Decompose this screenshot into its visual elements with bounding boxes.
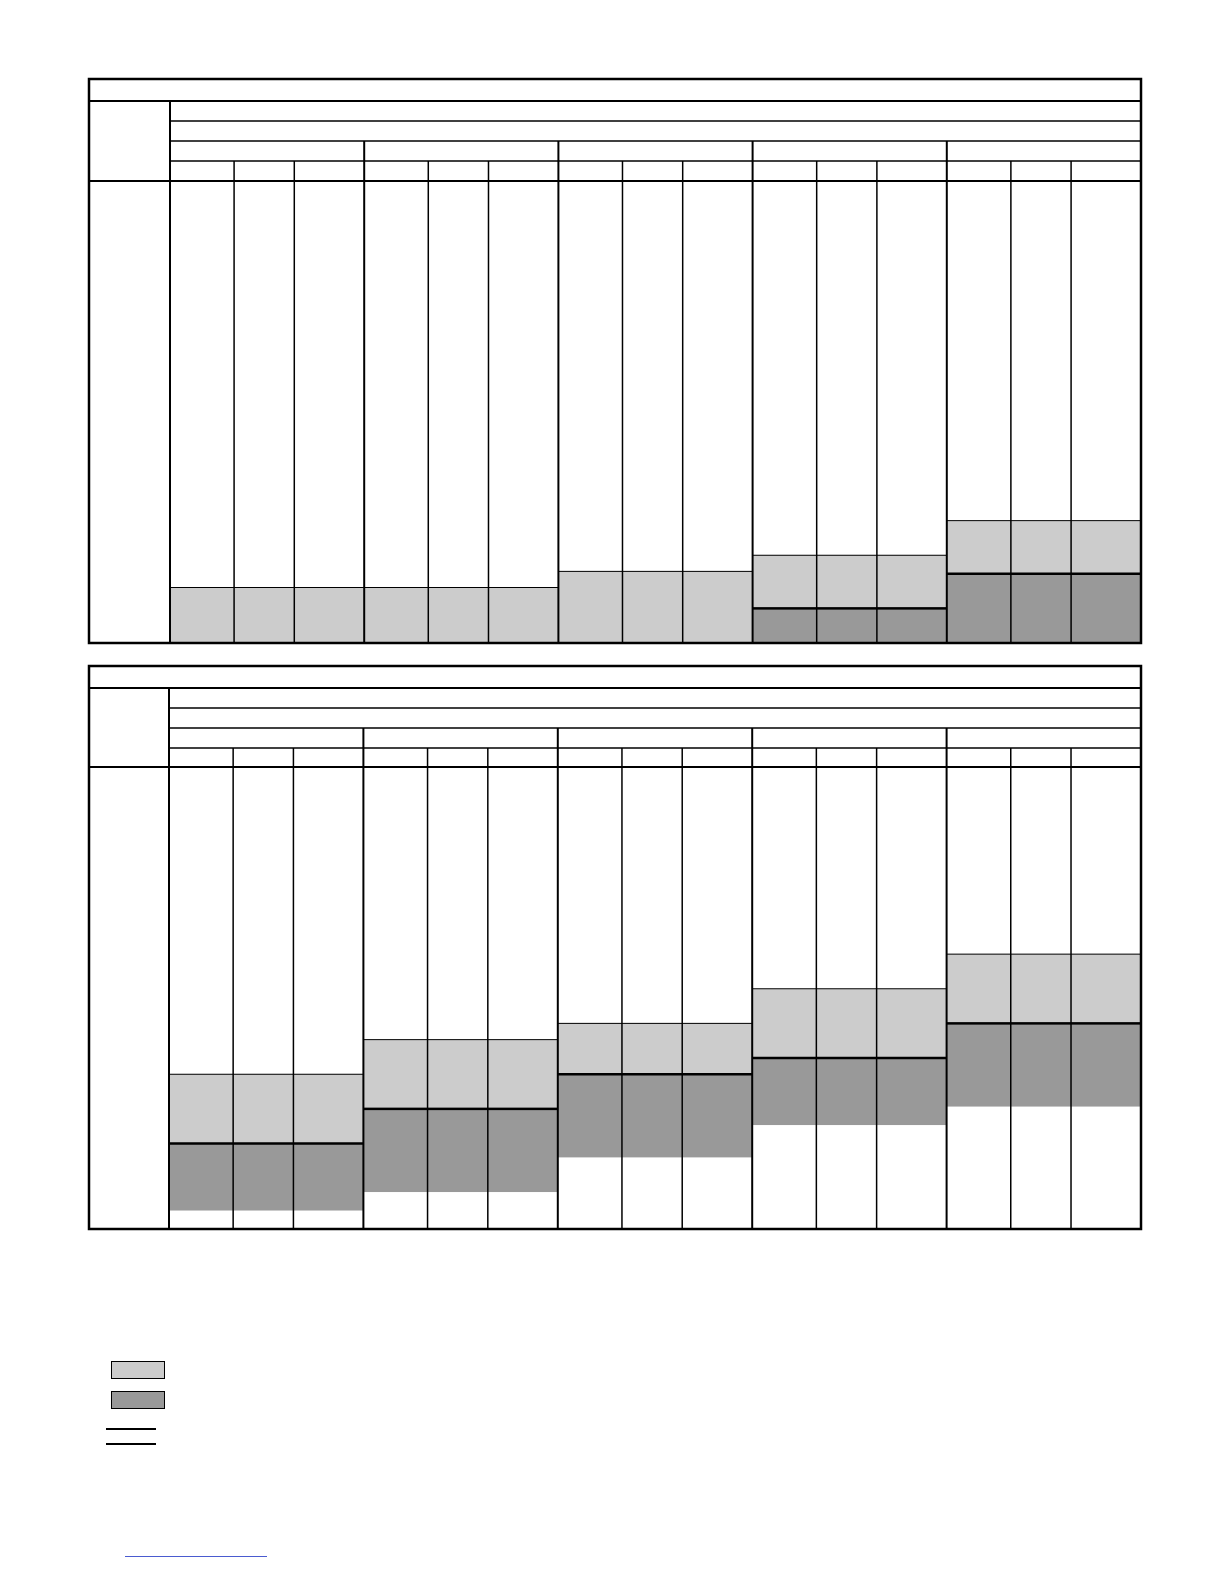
dark-shade-band [558,1074,752,1157]
light-shade-band [169,1074,363,1143]
dark-shade-band [947,1023,1141,1106]
dark-shade-band [947,574,1141,643]
light-shade-band [947,521,1141,574]
light-shade-band [558,571,752,643]
legend-thin-line [106,1428,156,1430]
dark-shade-band [752,1058,946,1125]
legend-light-swatch [111,1361,165,1379]
dark-shade-band [363,1109,557,1192]
light-shade-band [170,588,364,643]
legend-thick-line [106,1443,156,1445]
legend-dark-swatch [111,1391,165,1409]
table-lower [89,666,1141,1229]
dark-shade-band [753,608,947,643]
light-shade-band [947,954,1141,1023]
table-upper [89,79,1141,643]
dark-shade-band [169,1144,363,1211]
footer-link-underline[interactable] [125,1556,267,1557]
light-shade-band [752,989,946,1058]
light-shade-band [558,1023,752,1074]
light-shade-band [364,588,558,643]
light-shade-band [753,555,947,608]
light-shade-band [363,1040,557,1109]
